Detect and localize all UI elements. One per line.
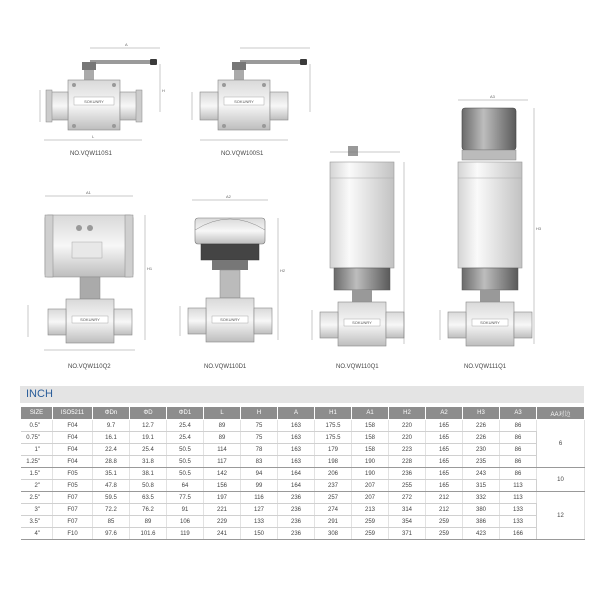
table-row — [21, 420, 585, 432]
table-cell: 236 — [278, 504, 315, 516]
table-cell: 332 — [463, 492, 500, 504]
aa-group-cell: 6 — [537, 420, 585, 468]
table-cell: 243 — [463, 468, 500, 480]
table-cell: 291 — [315, 516, 352, 528]
table-cell: 156 — [204, 480, 241, 492]
table-cell: 50.8 — [130, 480, 167, 492]
aa-group-cell: 10 — [537, 468, 585, 492]
caption-vqw110s1: NO.VQW110S1 — [70, 151, 112, 157]
table-cell: 230 — [463, 444, 500, 456]
column-header: L — [204, 407, 241, 420]
caption-vqw100s1: NO.VQW100S1 — [221, 151, 264, 157]
table-row — [21, 432, 585, 444]
size-cell: 2" — [21, 480, 53, 492]
table-cell: 127 — [241, 504, 278, 516]
table-cell: 179 — [315, 444, 352, 456]
table-cell: F10 — [53, 528, 93, 540]
table-cell: 165 — [426, 444, 463, 456]
table-cell: 165 — [426, 468, 463, 480]
table-row — [21, 444, 585, 456]
table-cell: 259 — [352, 528, 389, 540]
table-cell: 113 — [500, 492, 537, 504]
column-header: A3 — [500, 407, 537, 420]
table-cell: 163 — [278, 444, 315, 456]
table-cell: 236 — [278, 516, 315, 528]
table-row — [21, 468, 585, 480]
aa-group-cell: 12 — [537, 492, 585, 540]
table-cell: 229 — [204, 516, 241, 528]
table-cell: 101.6 — [130, 528, 167, 540]
drawing-vqw110s1 — [40, 42, 165, 140]
table-cell: 190 — [352, 468, 389, 480]
table-cell: 38.1 — [130, 468, 167, 480]
table-cell: 380 — [463, 504, 500, 516]
column-header: ΦD1 — [167, 407, 204, 420]
drawing-vqw110d1 — [180, 194, 286, 342]
table-cell: 308 — [315, 528, 352, 540]
size-cell: 1.25" — [21, 456, 53, 468]
drawing-vqw111q1 — [440, 94, 542, 346]
table-cell: 226 — [463, 420, 500, 432]
table-cell: 75 — [241, 420, 278, 432]
column-header: ΦDn — [93, 407, 130, 420]
table-cell: 228 — [389, 456, 426, 468]
table-cell: 76.2 — [130, 504, 167, 516]
size-cell: 4" — [21, 528, 53, 540]
table-cell: 119 — [167, 528, 204, 540]
table-cell: 50.5 — [167, 456, 204, 468]
table-cell: 22.4 — [93, 444, 130, 456]
table-cell: F05 — [53, 468, 93, 480]
table-row — [21, 504, 585, 516]
table-title: INCH — [26, 388, 53, 400]
table-row — [21, 528, 585, 540]
table-cell: 259 — [352, 516, 389, 528]
table-cell: 89 — [204, 432, 241, 444]
table-cell: 423 — [463, 528, 500, 540]
table-cell: 207 — [352, 492, 389, 504]
table-cell: 50.5 — [167, 468, 204, 480]
table-cell: 19.1 — [130, 432, 167, 444]
table-cell: 86 — [500, 432, 537, 444]
table-cell: F04 — [53, 432, 93, 444]
table-cell: 86 — [500, 444, 537, 456]
table-cell: 226 — [463, 432, 500, 444]
table-cell: F04 — [53, 444, 93, 456]
table-cell: 99 — [241, 480, 278, 492]
table-cell: 77.5 — [167, 492, 204, 504]
table-cell: 28.8 — [93, 456, 130, 468]
table-cell: 12.7 — [130, 420, 167, 432]
table-cell: 150 — [241, 528, 278, 540]
table-cell: 259 — [426, 528, 463, 540]
table-cell: 116 — [241, 492, 278, 504]
table-cell: 236 — [278, 528, 315, 540]
table-row — [21, 456, 585, 468]
table-cell: 75 — [241, 432, 278, 444]
table-cell: 158 — [352, 432, 389, 444]
dim-h2-label: H2 — [280, 268, 286, 273]
table-cell: 64 — [167, 480, 204, 492]
table-cell: 25.4 — [167, 432, 204, 444]
dim-l-label: L — [92, 134, 95, 139]
table-cell: 78 — [241, 444, 278, 456]
table-cell: 89 — [204, 420, 241, 432]
table-cell: 16.1 — [93, 432, 130, 444]
table-cell: 207 — [352, 480, 389, 492]
table-title-band — [20, 386, 584, 403]
size-cell: 0.5" — [21, 420, 53, 432]
table-cell: 117 — [204, 456, 241, 468]
size-cell: 2.5" — [21, 492, 53, 504]
table-cell: 106 — [167, 516, 204, 528]
table-cell: F05 — [53, 480, 93, 492]
table-cell: 114 — [204, 444, 241, 456]
table-cell: 165 — [426, 456, 463, 468]
table-cell: 142 — [204, 468, 241, 480]
table-cell: 237 — [315, 480, 352, 492]
table-cell: F07 — [53, 516, 93, 528]
size-cell: 3" — [21, 504, 53, 516]
table-cell: 371 — [389, 528, 426, 540]
table-cell: 83 — [241, 456, 278, 468]
table-cell: F07 — [53, 504, 93, 516]
table-cell: 236 — [389, 468, 426, 480]
dim-a-label: A — [125, 42, 128, 47]
table-cell: 165 — [426, 420, 463, 432]
table-cell: 163 — [278, 420, 315, 432]
size-cell: 0.75" — [21, 432, 53, 444]
column-header: SIZE — [21, 407, 53, 420]
table-cell: 259 — [426, 516, 463, 528]
dim-a3-label: A3 — [490, 94, 495, 99]
column-header: A — [278, 407, 315, 420]
table-cell: 274 — [315, 504, 352, 516]
size-cell: 1.5" — [21, 468, 53, 480]
column-header: A1 — [352, 407, 389, 420]
table-cell: 386 — [463, 516, 500, 528]
table-cell: 175.5 — [315, 432, 352, 444]
caption-vqw110q1: NO.VQW110Q1 — [336, 364, 379, 370]
table-cell: F04 — [53, 420, 93, 432]
table-cell: 198 — [315, 456, 352, 468]
body-brand: SOKUNRY — [234, 99, 254, 104]
table-cell: 158 — [352, 420, 389, 432]
table-cell: 212 — [426, 492, 463, 504]
table-row — [21, 492, 585, 504]
body-brand: SOKUNRY — [80, 317, 100, 322]
table-cell: 91 — [167, 504, 204, 516]
table-cell: 163 — [278, 456, 315, 468]
table-cell: 97.6 — [93, 528, 130, 540]
table-cell: 86 — [500, 468, 537, 480]
body-brand: SOKUNRY — [480, 320, 500, 325]
table-cell: 166 — [500, 528, 537, 540]
table-cell: 213 — [352, 504, 389, 516]
table-cell: 63.5 — [130, 492, 167, 504]
table-cell: 223 — [389, 444, 426, 456]
caption-vqw110q2: NO.VQW110Q2 — [68, 364, 111, 370]
table-cell: F07 — [53, 492, 93, 504]
table-cell: 59.5 — [93, 492, 130, 504]
dim-a1-label: A1 — [86, 190, 91, 195]
table-cell: 255 — [389, 480, 426, 492]
table-cell: 221 — [204, 504, 241, 516]
column-header: A2 — [426, 407, 463, 420]
table-cell: 163 — [278, 432, 315, 444]
body-brand: SOKUNRY — [352, 320, 372, 325]
table-cell: 175.5 — [315, 420, 352, 432]
table-cell: 86 — [500, 456, 537, 468]
table-cell: 133 — [241, 516, 278, 528]
table-cell: 25.4 — [130, 444, 167, 456]
table-cell: 165 — [426, 432, 463, 444]
table-cell: 113 — [500, 480, 537, 492]
table-cell: 133 — [500, 516, 537, 528]
table-cell: 9.7 — [93, 420, 130, 432]
table-cell: 220 — [389, 432, 426, 444]
drawing-vqw110q2 — [28, 190, 153, 350]
table-cell: 158 — [352, 444, 389, 456]
table-cell: 190 — [352, 456, 389, 468]
table-cell: 314 — [389, 504, 426, 516]
table-cell: 25.4 — [167, 420, 204, 432]
table-cell: 354 — [389, 516, 426, 528]
column-header: ISO5211 — [53, 407, 93, 420]
table-cell: 164 — [278, 480, 315, 492]
table-header-row — [21, 407, 585, 420]
table-cell: 164 — [278, 468, 315, 480]
size-cell: 3.5" — [21, 516, 53, 528]
dim-h-label: H — [162, 88, 165, 93]
dim-h1-label: H1 — [147, 266, 153, 271]
table-cell: 86 — [500, 420, 537, 432]
table-row — [21, 480, 585, 492]
column-header: H — [241, 407, 278, 420]
table-cell: 31.8 — [130, 456, 167, 468]
table-cell: 315 — [463, 480, 500, 492]
body-brand: SOKUNRY — [84, 99, 104, 104]
table-cell: 165 — [426, 480, 463, 492]
table-cell: 257 — [315, 492, 352, 504]
table-cell: 72.2 — [93, 504, 130, 516]
table-cell: 50.5 — [167, 444, 204, 456]
size-cell: 1" — [21, 444, 53, 456]
column-header: H2 — [389, 407, 426, 420]
table-row — [21, 516, 585, 528]
column-header: H3 — [463, 407, 500, 420]
dim-h3-label: H3 — [536, 226, 542, 231]
table-cell: 133 — [500, 504, 537, 516]
table-cell: 35.1 — [93, 468, 130, 480]
table-cell: 85 — [93, 516, 130, 528]
table-cell: 241 — [204, 528, 241, 540]
table-cell: 206 — [315, 468, 352, 480]
table-cell: F04 — [53, 456, 93, 468]
table-cell: 94 — [241, 468, 278, 480]
table-cell: 235 — [463, 456, 500, 468]
table-cell: 220 — [389, 420, 426, 432]
dimension-table — [20, 406, 585, 540]
column-header: AA对边 — [537, 407, 585, 420]
body-brand: SOKUNRY — [220, 317, 240, 322]
table-cell: 47.8 — [93, 480, 130, 492]
table-cell: 197 — [204, 492, 241, 504]
drawing-vqw100s1 — [192, 48, 310, 140]
column-header: H1 — [315, 407, 352, 420]
table-cell: 236 — [278, 492, 315, 504]
column-header: ΦD — [130, 407, 167, 420]
table-cell: 272 — [389, 492, 426, 504]
caption-vqw110d1: NO.VQW110D1 — [204, 364, 247, 370]
drawing-vqw110q1 — [312, 146, 404, 346]
caption-vqw111q1: NO.VQW111Q1 — [464, 364, 507, 370]
dim-a2-label: A2 — [226, 194, 231, 199]
table-cell: 89 — [130, 516, 167, 528]
table-cell: 212 — [426, 504, 463, 516]
